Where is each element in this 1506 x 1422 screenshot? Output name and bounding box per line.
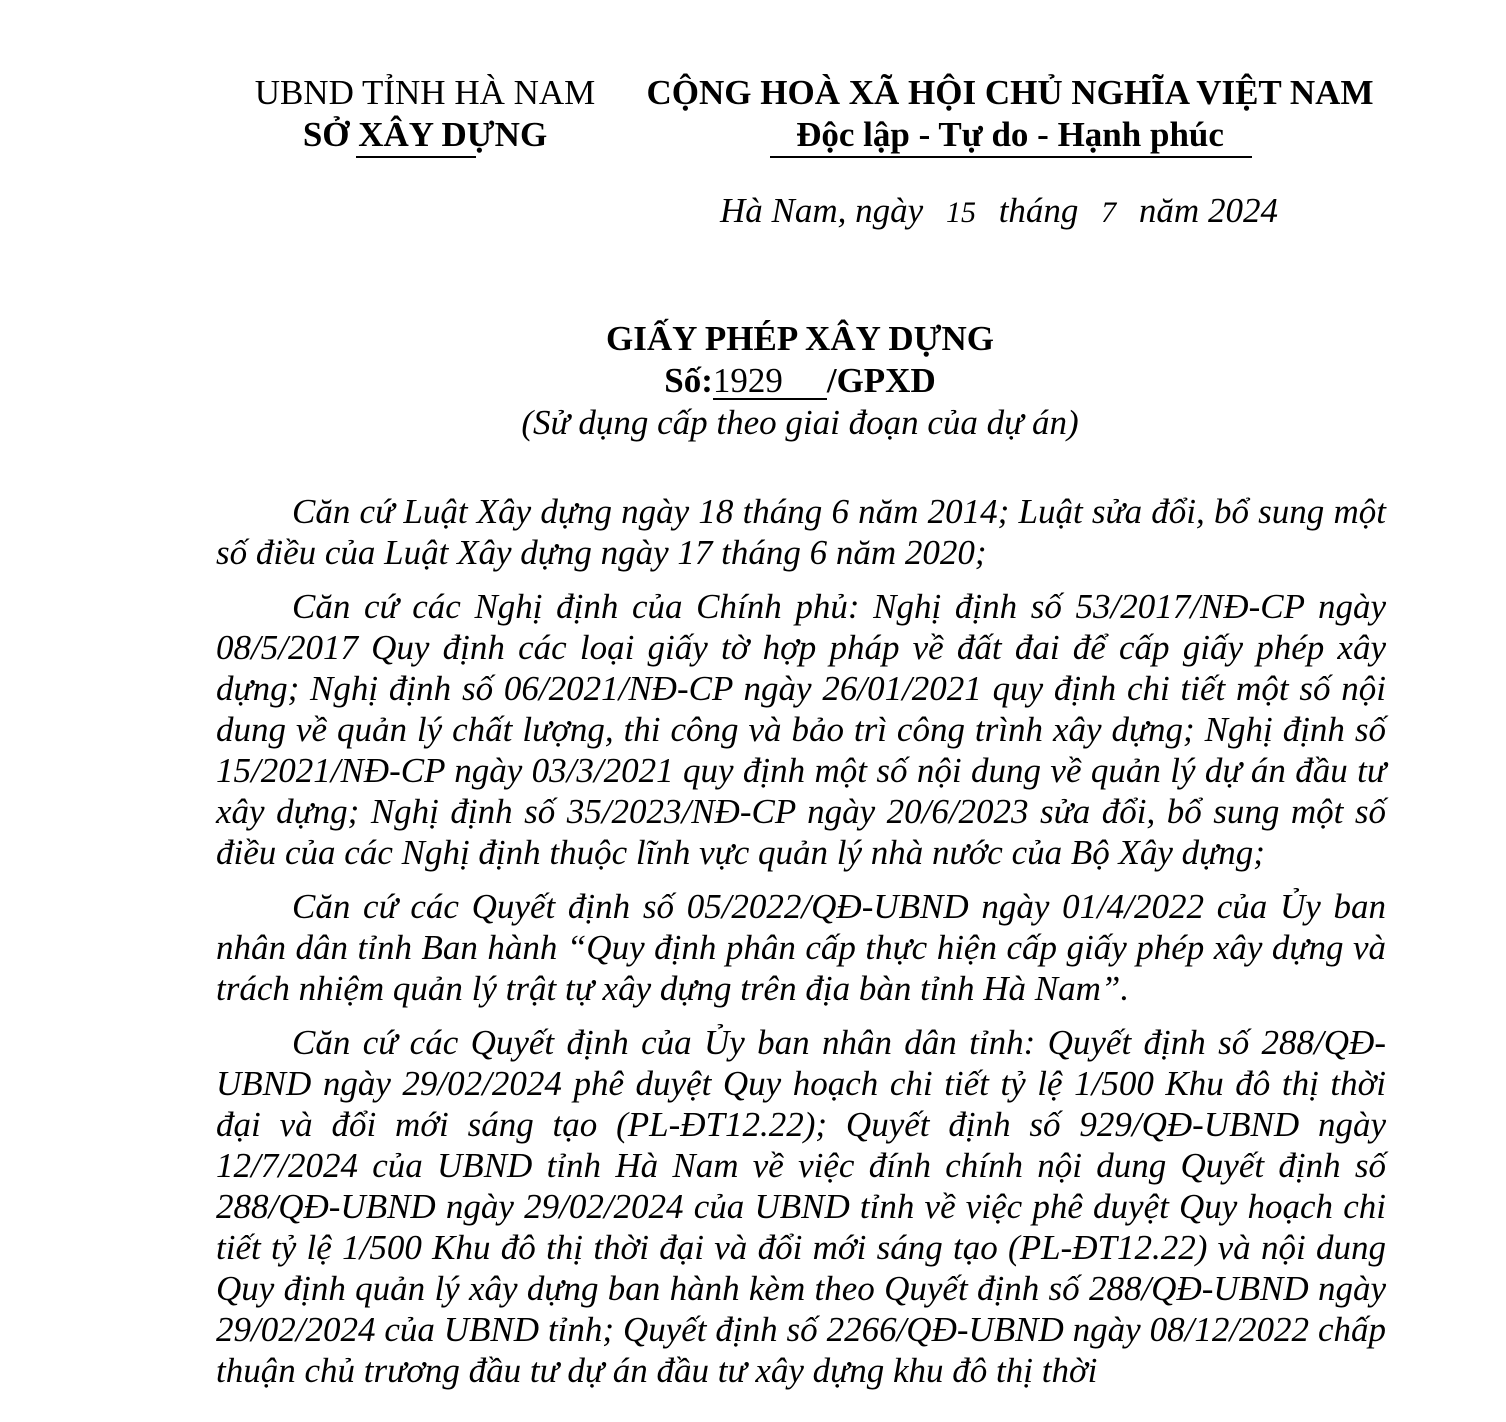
document-title-block (400, 318, 1200, 444)
issue-date (720, 190, 1360, 234)
permit-number (400, 360, 1200, 402)
motto-underline (770, 156, 1252, 158)
paragraph-legal-basis-2: Căn cứ các Nghị định của Chính phủ: Nghị định số 53/2017/NĐ-CP ngày 08/5/2017 Quy định các loại giấy tờ hợp pháp về đất đai để cấp giấy phép xây dựng; Nghị định số 06/2021/NĐ-CP ngày 26/01/2021 quy định chi tiết một số nội dung về quản lý chất lượng, thi công và bảo trì công trình xây dựng; Nghị định số 15/2021/NĐ-CP ngày 03/3/2021 quy định một số nội dung về quản lý dự án đầu tư xây dựng; Nghị định số 35/2023/NĐ-CP ngày 20/6/2023 sửa đổi, bổ sung một số điều của các Nghị định thuộc lĩnh vực quản lý nhà nước của Bộ Xây dựng; (216, 587, 1386, 872)
paragraph-legal-basis-1: Căn cứ Luật Xây dựng ngày 18 tháng 6 năm 2014; Luật sửa đổi, bổ sung một số điều của Luật Xây dựng ngày 17 tháng 6 năm 2020; (216, 492, 1386, 572)
permit-number-suffix: /GPXD (826, 361, 936, 400)
paragraph-legal-basis-4: Căn cứ các Quyết định của Ủy ban nhân dân tỉnh: Quyết định số 288/QĐ-UBND ngày 29/02/2024 phê duyệt Quy hoạch chi tiết tỷ lệ 1/500 Khu đô thị thời đại và đổi mới sáng tạo (PL-ĐT12.22); Quyết định số 929/QĐ-UBND ngày 12/7/2024 của UBND tỉnh Hà Nam về việc đính chính nội dung Quyết định số 288/QĐ-UBND ngày 29/02/2024 của UBND tỉnh về việc phê duyệt Quy hoạch chi tiết tỷ lệ 1/500 Khu đô thị thời đại và đổi mới sáng tạo (PL-ĐT12.22) và nội dung Quy định quản lý xây dựng ban hành kèm theo Quyết định số 288/QĐ-UBND ngày 29/02/2024 của UBND tỉnh; Quyết định số 2266/QĐ-UBND ngày 08/12/2022 chấp thuận chủ trương đầu tư dự án đầu tư xây dựng khu đô thị thời (216, 1023, 1386, 1390)
paragraph-legal-basis-3: Căn cứ các Quyết định số 05/2022/QĐ-UBND ngày 01/4/2022 của Ủy ban nhân dân tỉnh Ban hành “Quy định phân cấp thực hiện cấp giấy phép xây dựng và trách nhiệm quản lý trật tự xây dựng trên địa bàn tỉnh Hà Nam”. (216, 887, 1386, 1008)
date-prefix: Hà Nam, ngày (720, 191, 924, 230)
permit-number-value: 1929 (713, 364, 827, 400)
authority-underline (356, 156, 476, 158)
issuing-authority (240, 72, 610, 156)
document-title: GIẤY PHÉP XÂY DỰNG (606, 319, 994, 358)
national-motto: Độc lập - Tự do - Hạnh phúc (796, 115, 1224, 154)
department-name: SỞ XÂY DỰNG (302, 115, 548, 154)
date-month-word: tháng (998, 191, 1079, 230)
national-heading (630, 72, 1390, 156)
country-name: CỘNG HOÀ XÃ HỘI CHỦ NGHĨA VIỆT NAM (646, 73, 1374, 112)
date-month: 7 (1101, 196, 1117, 229)
province-name: UBND TỈNH HÀ NAM (254, 73, 596, 112)
permit-number-label: Số: (664, 361, 713, 400)
date-year: năm 2024 (1138, 191, 1278, 230)
date-day: 15 (945, 196, 976, 229)
document-body (216, 491, 1386, 1404)
document-subtitle: (Sử dụng cấp theo giai đoạn của dự án) (521, 403, 1079, 442)
